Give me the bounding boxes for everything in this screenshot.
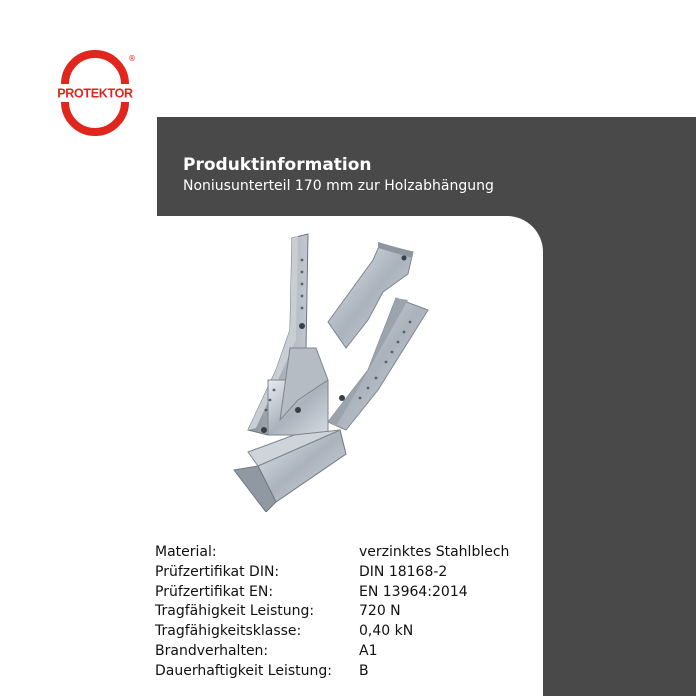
svg-text:PROTEKTOR: PROTEKTOR xyxy=(57,86,133,101)
spec-value: EN 13964:2014 xyxy=(359,583,468,600)
spec-row-load xyxy=(155,602,543,622)
spec-value: 0,40 kN xyxy=(359,623,414,640)
galvanized-steel-bracket-image xyxy=(228,230,443,512)
spec-row-material xyxy=(155,543,543,563)
spec-label: Brandverhalten: xyxy=(155,642,269,659)
spec-row-fire xyxy=(155,642,543,662)
spec-row-durability xyxy=(155,662,543,682)
spec-row-load-class xyxy=(155,622,543,642)
spec-value: A1 xyxy=(359,642,378,659)
spec-label: Dauerhaftigkeit Leistung: xyxy=(155,662,332,679)
spec-label: Prüfzertifikat DIN: xyxy=(155,563,280,580)
spec-value: B xyxy=(359,662,369,679)
spec-row-din xyxy=(155,563,543,583)
spec-value: verzinktes Stahlblech xyxy=(359,544,510,560)
spec-label: Prüfzertifikat EN: xyxy=(155,583,274,600)
page-subtitle: Noniusunterteil 170 mm zur Holzabhängung xyxy=(183,178,494,194)
spec-label: Tragfähigkeit Leistung: xyxy=(155,603,315,620)
spec-label: Material: xyxy=(155,544,217,560)
page-title: Produktinformation xyxy=(183,155,372,175)
spec-label: Tragfähigkeitsklasse: xyxy=(155,623,302,640)
spec-value: DIN 18168-2 xyxy=(359,563,448,580)
spec-list xyxy=(155,543,543,682)
spec-value: 720 N xyxy=(359,603,401,620)
spec-row-en xyxy=(155,583,543,603)
svg-text:®: ® xyxy=(128,54,136,63)
protektor-logo xyxy=(50,48,140,140)
